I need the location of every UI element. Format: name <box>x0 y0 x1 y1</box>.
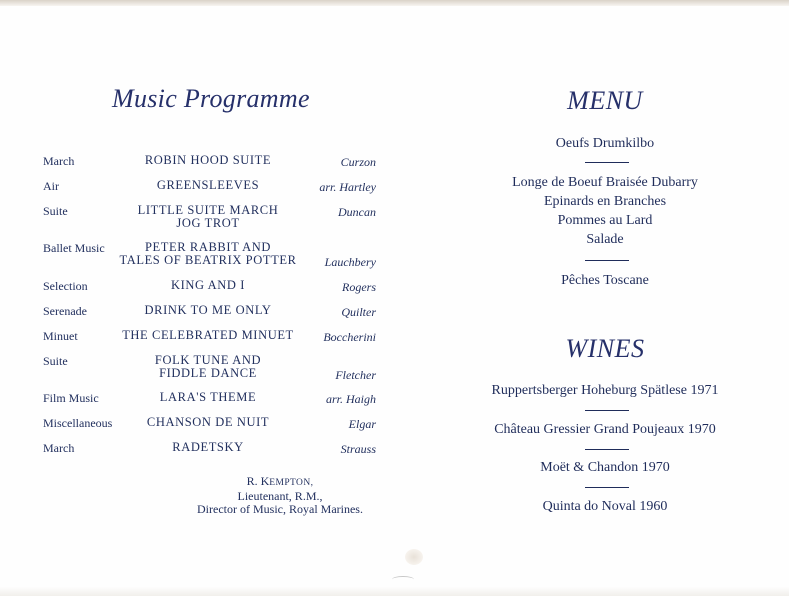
programme-category: Ballet Music <box>43 241 105 255</box>
wines-title: WINES <box>565 334 645 363</box>
programme-piece-title: LARA'S THEME <box>159 390 257 404</box>
programme-composer: Duncan <box>338 205 376 219</box>
wine-divider <box>585 449 629 450</box>
menu-divider <box>585 162 629 163</box>
menu-divider <box>585 260 629 261</box>
programme-composer: arr. Hartley <box>319 180 376 194</box>
programme-piece-title: ROBIN HOOD SUITE <box>144 153 272 167</box>
programme-piece-title: PETER RABBIT AND TALES OF BEATRIX POTTER <box>119 240 297 267</box>
director-role: Director of Music, Royal Marines. <box>197 502 363 516</box>
programme-category: Minuet <box>43 329 78 343</box>
programme-piece-title: THE CELEBRATED MINUET <box>122 328 294 342</box>
programme-piece-title: LITTLE SUITE MARCH JOG TROT <box>137 203 279 230</box>
card-bottom-edge <box>0 586 789 596</box>
music-programme-title: Music Programme <box>112 84 310 113</box>
paper-smudge <box>405 549 423 565</box>
wine-divider <box>585 410 629 411</box>
programme-category: March <box>43 154 75 168</box>
programme-composer: Boccherini <box>323 330 376 344</box>
menu-title: MENU <box>567 86 643 115</box>
paper-fold-mark <box>392 576 414 583</box>
programme-piece-title: CHANSON DE NUIT <box>146 415 270 429</box>
programme-category: Suite <box>43 204 68 218</box>
menu-course: Longe de Boeuf Braisée Dubarry Epinards en Branches Pommes au Lard Salade <box>512 175 698 247</box>
menu-course: Oeufs Drumkilbo <box>555 136 655 151</box>
programme-composer: Strauss <box>340 442 376 456</box>
director-rank: Lieutenant, R.M., <box>237 489 323 503</box>
director-signature-block <box>170 475 390 516</box>
programme-category: Miscellaneous <box>43 416 113 430</box>
programme-category: Serenade <box>43 304 87 318</box>
programme-category: Air <box>43 179 59 193</box>
menu-course: Pêches Toscane <box>561 273 649 288</box>
programme-composer: arr. Haigh <box>325 392 376 406</box>
director-name: R. KEMPTON, <box>246 474 314 488</box>
programme-category: Selection <box>43 279 88 293</box>
programme-composer: Quilter <box>341 305 376 319</box>
programme-piece-title: KING AND I <box>170 278 246 292</box>
programme-category: Suite <box>43 354 68 368</box>
programme-piece-title: FOLK TUNE AND FIDDLE DANCE <box>154 353 262 380</box>
programme-composer: Rogers <box>342 280 376 294</box>
programme-composer: Curzon <box>340 155 376 169</box>
wine-item: Quinta do Noval 1960 <box>542 499 668 514</box>
programme-category: March <box>43 441 75 455</box>
programme-piece-title: DRINK TO ME ONLY <box>144 303 272 317</box>
programme-piece-title: RADETSKY <box>172 440 244 454</box>
wine-divider <box>585 487 629 488</box>
programme-composer: Lauchbery <box>324 255 376 269</box>
wine-item: Château Gressier Grand Poujeaux 1970 <box>494 422 716 437</box>
menu-column <box>455 0 755 596</box>
wine-item: Ruppertsberger Hoheburg Spätlese 1971 <box>491 383 719 398</box>
programme-composer: Fletcher <box>335 368 376 382</box>
programme-category: Film Music <box>43 391 99 405</box>
wine-item: Moët & Chandon 1970 <box>540 460 670 475</box>
programme-composer: Elgar <box>348 417 376 431</box>
programme-piece-title: GREENSLEEVES <box>156 178 260 192</box>
